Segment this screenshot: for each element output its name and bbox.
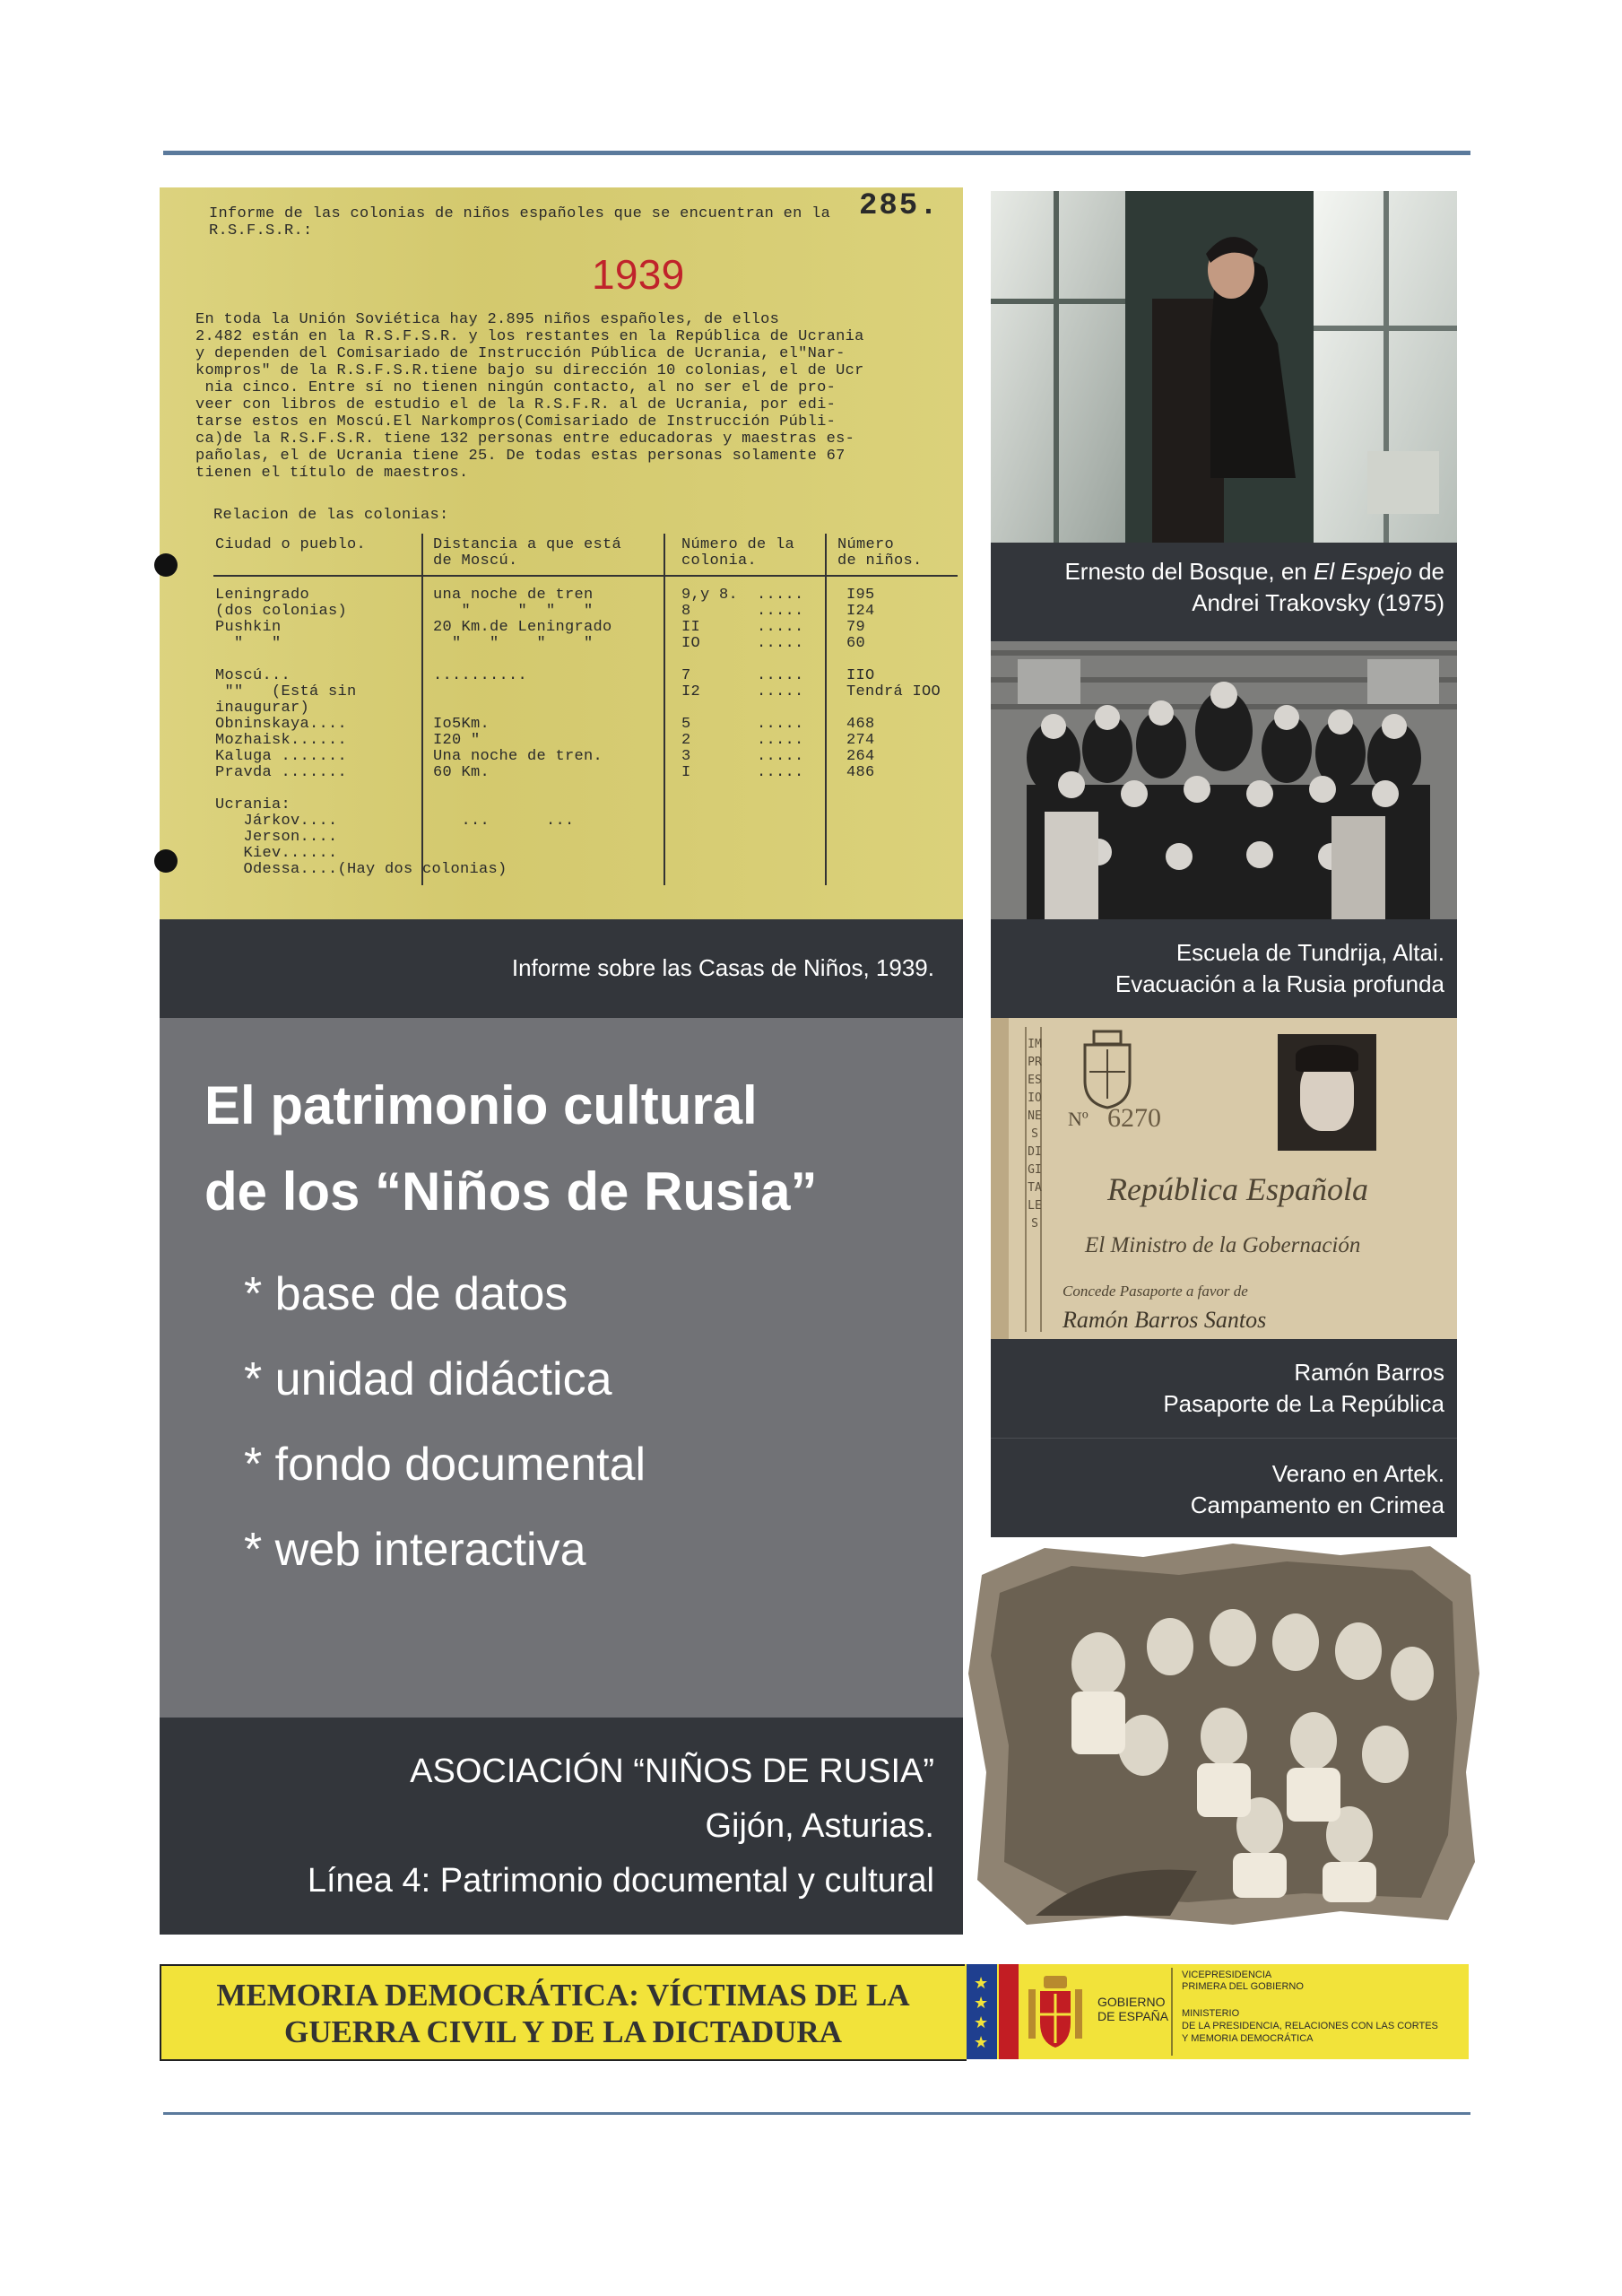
passport-edge bbox=[991, 1018, 1009, 1339]
table-col-colony: 9,y 8. ..... 8 ..... II ..... IO ..... 7 ..... I2 ..... 5 ..... 2 ..... 3 ..... I ..... bbox=[681, 587, 804, 781]
passport-concede: Concede Pasaporte a favor de bbox=[1063, 1283, 1248, 1300]
top-rule bbox=[163, 151, 1470, 155]
artek-caption-line2: Campamento en Crimea bbox=[1190, 1492, 1444, 1518]
film-caption-text: de bbox=[1411, 558, 1444, 585]
vicepresidencia-text bbox=[1182, 1970, 1304, 1993]
min-line2: DE LA PRESIDENCIA, RELACIONES CON LAS CORTES bbox=[1182, 2021, 1438, 2031]
passport-side-text: IMPRESIONES DIGITALES bbox=[1028, 1038, 1042, 1231]
table-header-city: Ciudad o pueblo. bbox=[215, 536, 367, 553]
main-panel bbox=[160, 1018, 963, 1718]
passport-portrait bbox=[1278, 1034, 1376, 1151]
coat-of-arms-icon bbox=[1071, 1027, 1143, 1112]
government-logo-strip bbox=[965, 1964, 1469, 2059]
punch-hole bbox=[154, 849, 178, 873]
min-line1: MINISTERIO bbox=[1182, 2008, 1240, 2019]
min-line3: Y MEMORIA DEMOCRÁTICA bbox=[1182, 2033, 1314, 2044]
table-col-rule bbox=[825, 534, 827, 885]
artek-photo bbox=[964, 1539, 1484, 1934]
spanish-coat-of-arms-icon bbox=[1024, 1971, 1087, 2052]
eu-stars-icon: ★ ★ ★ ★ bbox=[974, 1974, 989, 2051]
passport-republic: República Española bbox=[1107, 1171, 1368, 1207]
document-heading: Informe de las colonias de niños españoles que se encuentran en la R.S.F.S.R.: bbox=[209, 205, 831, 239]
table-header-colony: Número de la colonia. bbox=[681, 536, 795, 570]
memoria-line2: GUERRA CIVIL Y DE LA DICTADURA bbox=[284, 2014, 842, 2049]
vice-line2: PRIMERA DEL GOBIERNO bbox=[1182, 1981, 1304, 1992]
film-caption-bar bbox=[991, 543, 1457, 641]
passport-number-prefix: Nº bbox=[1068, 1108, 1089, 1130]
bullet-didactic-unit: * unidad didáctica bbox=[244, 1353, 612, 1405]
film-caption-line1 bbox=[1064, 556, 1444, 587]
school-photo bbox=[991, 641, 1457, 919]
association-line: Línea 4: Patrimonio documental y cultural bbox=[307, 1862, 934, 1900]
table-col-rule bbox=[664, 534, 665, 885]
bullet-documentary-fund: * fondo documental bbox=[244, 1439, 646, 1491]
table-header-children: Número de niños. bbox=[837, 536, 923, 570]
passport-caption-line2: Pasaporte de La República bbox=[1163, 1390, 1444, 1417]
artek-image bbox=[964, 1539, 1484, 1934]
table-col-children: I95 I24 79 60 IIO Tendrá IOO 468 274 264 486 bbox=[846, 587, 941, 781]
memoria-line1: MEMORIA DEMOCRÁTICA: VÍCTIMAS DE LA bbox=[216, 1978, 910, 2013]
gobierno-logo-text bbox=[1097, 1995, 1168, 2023]
document-page-number: 285. bbox=[859, 189, 940, 223]
bullet-interactive-web: * web interactiva bbox=[244, 1524, 586, 1576]
passport-holder-name: Ramón Barros Santos bbox=[1063, 1307, 1267, 1333]
bottom-rule bbox=[163, 2112, 1470, 2115]
artek-caption-bar bbox=[991, 1439, 1457, 1537]
film-title: El Espejo bbox=[1314, 558, 1412, 585]
document-relation-title: Relacion de las colonias: bbox=[213, 507, 449, 524]
document-caption-bar bbox=[160, 919, 963, 1018]
table-header-distance: Distancia a que está de Moscú. bbox=[433, 536, 622, 570]
portrait-hair bbox=[1296, 1045, 1358, 1072]
film-still-photo bbox=[991, 191, 1457, 543]
table-header-rule bbox=[213, 575, 958, 577]
document-scan bbox=[160, 187, 963, 919]
film-still-image bbox=[991, 191, 1457, 543]
main-title-line1: El patrimonio cultural bbox=[204, 1075, 758, 1135]
gobierno-line2: DE ESPAÑA bbox=[1097, 2009, 1169, 2023]
bullet-database: * base de datos bbox=[244, 1268, 568, 1320]
passport-number: 6270 bbox=[1107, 1103, 1161, 1133]
spain-flag-stripe bbox=[999, 1964, 1019, 2059]
vice-line1: VICEPRESIDENCIA bbox=[1182, 1970, 1272, 1980]
passport-caption-bar bbox=[991, 1339, 1457, 1438]
association-location: Gijón, Asturias. bbox=[705, 1807, 934, 1845]
school-caption-line1: Escuela de Tundrija, Altai. bbox=[1175, 939, 1444, 966]
passport-minister: El Ministro de la Gobernación bbox=[1085, 1233, 1361, 1257]
ministerio-text bbox=[1182, 2007, 1438, 2045]
gobierno-line1: GOBIERNO bbox=[1097, 1995, 1166, 2009]
document-body-text: En toda la Unión Soviética hay 2.895 niños españoles, de ellos 2.482 están en la R.S.F.S.R. y los restantes en la República de Ucrania y dependen del Comisariado de Instrucción Pública de Ucrania, el"Nar- kompros" de la R.S.F.S.R.tiene bajo su dirección 10 colonias, el de Ucr nia cinco. Entre sí no tienen ningún contacto, al no ser el de pro- veer con libros de estudio el de la R.S.F.R. al de Ucrania, por edi- tarse estos en Moscú.El Narkompros(Comisariado de Instrucción Públi- ca)de la R.S.F.S.R. tiene 132 personas entre educadoras y maestras es- pañolas, el de Ucrania tiene 25. De todas estas personas solamente 67 tienen el título de maestros. bbox=[195, 311, 864, 482]
association-name: ASOCIACIÓN “NIÑOS DE RUSIA” bbox=[410, 1752, 934, 1790]
memoria-democratica-box bbox=[160, 1964, 967, 2061]
school-caption-line2: Evacuación a la Rusia profunda bbox=[1115, 970, 1444, 997]
artek-caption-line1: Verano en Artek. bbox=[1271, 1460, 1444, 1487]
main-title-line2: de los “Niños de Rusia” bbox=[204, 1161, 818, 1222]
document-body bbox=[195, 311, 949, 482]
table-col-distance: una noche de tren " " " " 20 Km.de Leningrado " " " " .......... Io5Km. I20 " Una noche de tren. 60 Km. ... ... bbox=[433, 587, 612, 830]
passport-caption-line1: Ramón Barros bbox=[1294, 1359, 1444, 1386]
document-year: 1939 bbox=[592, 251, 685, 298]
association-bar bbox=[160, 1718, 963, 1935]
punch-hole bbox=[154, 553, 178, 577]
film-caption-line2: Andrei Trakovsky (1975) bbox=[1192, 589, 1444, 616]
table-col-city: Leningrado (dos colonias) Pushkin " " Moscú... "" (Está sin inaugurar) Obninskaya.... Mozhaisk...... Kaluga ....... Pravda ....... Ucrania: Járkov.... Jerson.... Kiev...... Odessa....(Hay dos colonias) bbox=[215, 587, 507, 878]
logo-divider bbox=[1171, 1968, 1173, 2056]
school-caption-bar bbox=[991, 919, 1457, 1018]
school-image bbox=[991, 641, 1457, 919]
document-caption: Informe sobre las Casas de Niños, 1939. bbox=[511, 954, 934, 981]
film-caption-text: Ernesto del Bosque, en bbox=[1064, 558, 1314, 585]
passport-scan bbox=[991, 1018, 1457, 1339]
